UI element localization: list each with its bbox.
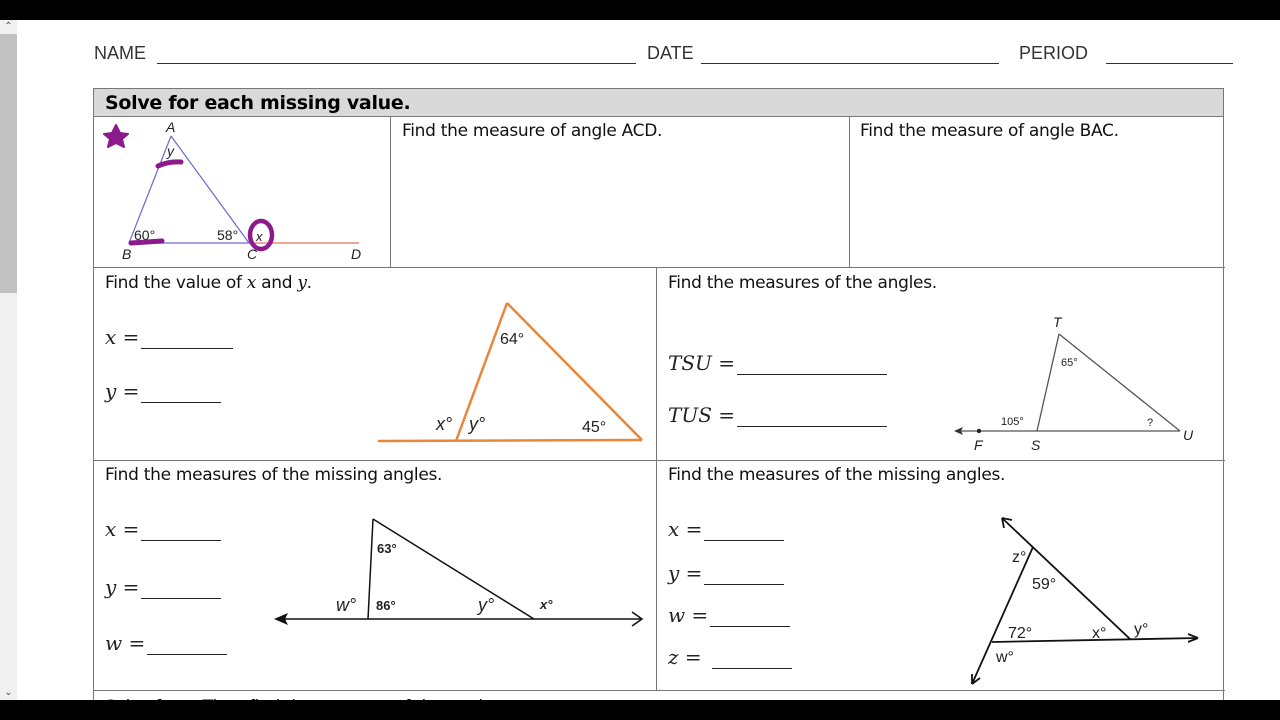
svg-text:x°: x° (436, 414, 453, 434)
answer-y-row3-left[interactable]: y = (105, 575, 221, 599)
svg-text:y: y (167, 143, 174, 159)
row1-col-divider-2 (849, 117, 850, 267)
svg-text:72°: 72° (1008, 625, 1033, 642)
answer-w-row3-right[interactable]: w = (668, 603, 790, 627)
svg-text:F: F (974, 437, 983, 453)
svg-text:105°: 105° (1001, 416, 1024, 428)
document-page (0, 20, 1280, 700)
row1-divider (94, 267, 1225, 268)
svg-text:64°: 64° (500, 331, 525, 348)
period-label: PERIOD (1019, 43, 1089, 63)
svg-text:S: S (1031, 437, 1041, 453)
triangle-xyzw-diagram (966, 514, 1206, 694)
prompt-missing-angles-right: Find the measures of the missing angles. (668, 465, 1006, 485)
svg-text:y°: y° (469, 414, 486, 434)
orange-triangle-diagram (376, 299, 656, 449)
answer-y-row3-right[interactable]: y = (668, 561, 784, 585)
svg-text:B: B (122, 246, 132, 262)
row2-divider (94, 460, 1225, 461)
svg-text:x°: x° (1092, 625, 1107, 642)
answer-y-row2[interactable]: y = (105, 379, 221, 403)
svg-text:59°: 59° (1032, 576, 1057, 593)
answer-tsu[interactable]: TSU = (668, 351, 887, 375)
svg-text:60°: 60° (134, 227, 156, 243)
svg-text:U: U (1183, 427, 1194, 443)
row1-col-divider-1 (390, 117, 391, 267)
bottom-letterbox (0, 700, 1280, 720)
prompt-missing-angles-left: Find the measures of the missing angles. (105, 465, 443, 485)
answer-z-row3-right[interactable]: z = (668, 645, 792, 669)
answer-x-row2[interactable]: x = (105, 325, 233, 349)
svg-text:w°: w° (996, 649, 1014, 666)
answer-w-row3-left[interactable]: w = (105, 631, 227, 655)
prompt-angle-acd: Find the measure of angle ACD. (402, 121, 663, 141)
svg-text:D: D (351, 246, 362, 262)
svg-text:y°: y° (478, 595, 495, 615)
answer-tus[interactable]: TUS = (668, 403, 887, 427)
svg-text:C: C (247, 246, 258, 262)
prompt-angle-bac: Find the measure of angle BAC. (860, 121, 1119, 141)
name-label: NAME (94, 43, 147, 63)
answer-x-row3-right[interactable]: x = (668, 517, 784, 541)
svg-text:T: T (1053, 314, 1062, 330)
svg-text:A: A (166, 119, 176, 135)
worksheet-title: Solve for each missing value. (105, 92, 411, 114)
scrollbar-thumb[interactable] (0, 34, 17, 293)
date-label: DATE (647, 43, 694, 63)
scroll-down-icon[interactable]: ⌄ (4, 687, 13, 698)
worksheet-table (93, 88, 1224, 708)
triangle-w-x-y-diagram (272, 509, 652, 629)
prompt-find-x-y: Find the value of x and y. (105, 273, 312, 293)
svg-text:w°: w° (336, 595, 357, 615)
worksheet-title-bar (94, 89, 1223, 117)
svg-text:86°: 86° (376, 598, 396, 613)
period-field-line[interactable] (1106, 62, 1233, 64)
answer-x-row3-left[interactable]: x = (105, 517, 221, 541)
row23-col-divider (656, 267, 657, 690)
star-annotation-icon (104, 125, 128, 147)
svg-text:x: x (256, 229, 263, 244)
prompt-find-angles: Find the measures of the angles. (668, 273, 937, 293)
svg-text:x°: x° (540, 597, 553, 612)
vertical-scrollbar[interactable] (0, 20, 17, 700)
triangle-abc-diagram (94, 117, 390, 267)
svg-text:z°: z° (1012, 549, 1027, 566)
name-field-line[interactable] (157, 62, 636, 64)
triangle-tsu-diagram (949, 307, 1209, 457)
scroll-up-icon[interactable]: ⌃ (4, 21, 13, 32)
svg-text:65°: 65° (1061, 357, 1078, 369)
svg-text:?: ? (1147, 417, 1154, 429)
svg-text:45°: 45° (582, 419, 607, 436)
date-field-line[interactable] (701, 62, 999, 64)
svg-text:y°: y° (1134, 621, 1149, 638)
svg-text:63°: 63° (377, 541, 397, 556)
svg-text:58°: 58° (217, 227, 239, 243)
